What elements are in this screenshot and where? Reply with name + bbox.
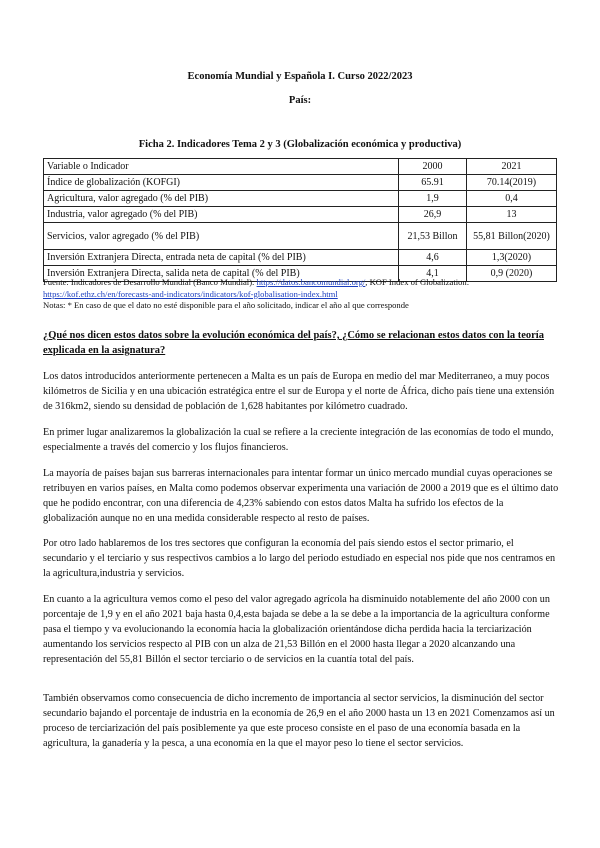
world-bank-link[interactable]: https://datos.bancomundial.org/ bbox=[256, 277, 366, 287]
table-cell: Inversión Extranjera Directa, salida neta de capital (% del PIB) bbox=[44, 266, 399, 282]
country-label: País: bbox=[288, 95, 312, 106]
kof-link[interactable]: https://kof.ethz.ch/en/forecasts-and-indicators/indicators/kof-globalisation-index.html bbox=[43, 288, 338, 299]
table-cell: 13 bbox=[467, 207, 557, 223]
table-cell: 0,9 (2020) bbox=[467, 266, 557, 282]
table-cell: 65.91 bbox=[399, 175, 467, 191]
table-cell: 21,53 Billon bbox=[399, 223, 467, 250]
paragraph: La mayoría de países bajan sus barreras internacionales para intentar formar un único mercado mundial cuyas operaciones se retribuyen en varios países, en Malta como podemos observar experimenta una variación de 2000 a 2019 que es el último dato que he podido encontrar, con una diferencia de 4,23% sabiendo con estos datos Malta ha sufrido los efectos de la globalización aunque no en una medida considerable respecto al resto de países. bbox=[43, 468, 559, 524]
table-cell: 26,9 bbox=[399, 207, 467, 223]
kof-link-line bbox=[43, 289, 563, 301]
table-header-cell: 2000 bbox=[399, 159, 467, 175]
table-cell: 1,9 bbox=[399, 191, 467, 207]
table-notes bbox=[43, 277, 563, 312]
table-row bbox=[44, 223, 557, 250]
paragraph: También observamos como consecuencia de dicho incremento de importancia al sector servicios, la disminución del sector secundario bajando el porcentaje de industria en la economía de 26,9 en el año 2000 hasta un 13 en 2021 Comenzamos así un proceso de terciarización del país posiblemente ya que este proceso consiste en el paso de una economía basada en la agricultura, la ganadería y la pesca, a una economía en la que el mayor peso lo tiene el sector servicios. bbox=[43, 693, 555, 749]
table-cell: Inversión Extranjera Directa, entrada neta de capital (% del PIB) bbox=[44, 250, 399, 266]
source-prefix: Fuente: Indicadores de Desarrollo Mundial (Banco Mundial): bbox=[43, 277, 257, 287]
table-cell: Servicios, valor agregado (% del PIB) bbox=[44, 223, 399, 250]
source-middle: , KOF Index of Globalization: bbox=[365, 277, 470, 287]
table-title: Ficha 2. Indicadores Tema 2 y 3 (Globalización económica y productiva) bbox=[138, 139, 462, 150]
paragraph: Los datos introducidos anteriormente pertenecen a Malta es un país de Europa en medio del mar Mediterraneo, a muy pocos kilómetros de Sicilia y en una ubicación estratégica entre el sur de Europa y el norte de África, dicho país tiene una extensión de 316km2, siendo su densidad de población de 1,628 habitantes por kilómetro cuadrado. bbox=[43, 371, 555, 412]
table-cell: 0,4 bbox=[467, 191, 557, 207]
table-row bbox=[44, 191, 557, 207]
table-cell: Índice de globalización (KOFGI) bbox=[44, 175, 399, 191]
document-title: Economía Mundial y Española I. Curso 2022/2023 bbox=[187, 71, 413, 82]
paragraph: En cuanto a la agricultura vemos como el peso del valor agregado agrícola ha disminuido notablemente del año 2000 con un porcentaje de 1,9 y en el año 2021 baja hasta 0,4,esta bajada se debe a la se debe a la importancia de la agricultura conforme pasa el tiempo y va evolucionando la economía hacia la globalización orientándose dicha perdida hacia la terciarización aumentando los servicios respecto al PIB con un alza de 21,53 Billón en el 2000 hasta llegar a 2020 alcanzando una representación del 55,81 Billón el sector terciario o de servicios en la cuantía total del país. bbox=[43, 594, 550, 665]
question-heading: ¿Qué nos dicen estos datos sobre la evolución económica del país?, ¿Cómo se relacionan estos datos con la teoría explicada en la asignatura? bbox=[43, 330, 544, 356]
table-cell: 70.14(2019) bbox=[467, 175, 557, 191]
table-row bbox=[44, 250, 557, 266]
table-cell: Industria, valor agregado (% del PIB) bbox=[44, 207, 399, 223]
table-cell: 4,1 bbox=[399, 266, 467, 282]
table-header-row bbox=[44, 159, 557, 175]
table-row bbox=[44, 175, 557, 191]
table-cell: Agricultura, valor agregado (% del PIB) bbox=[44, 191, 399, 207]
source-line bbox=[43, 277, 563, 289]
indicators-table bbox=[43, 158, 557, 282]
table-cell: 4,6 bbox=[399, 250, 467, 266]
table-cell: 1,3(2020) bbox=[467, 250, 557, 266]
table-cell: 55,81 Billon(2020) bbox=[467, 223, 557, 250]
table-row bbox=[44, 207, 557, 223]
paragraph: Por otro lado hablaremos de los tres sectores que configuran la economía del país siendo estos el sector primario, el secundario y el terciario y sus respectivos cambios a lo largo del periodo estudiado en especial nos pide que nos centramos en la agricultura,industria y servicios. bbox=[43, 538, 556, 579]
paragraph: En primer lugar analizaremos la globalización la cual se refiere a la creciente integración de las economías de todo el mundo, especialmente a través del comercio y los flujos financieros. bbox=[43, 427, 554, 453]
table-header-cell: 2021 bbox=[467, 159, 557, 175]
table-header-cell: Variable o Indicador bbox=[44, 159, 399, 175]
note-text: Notas: * En caso de que el dato no esté disponible para el año solicitado, indicar el año al que corresponde bbox=[43, 300, 409, 310]
